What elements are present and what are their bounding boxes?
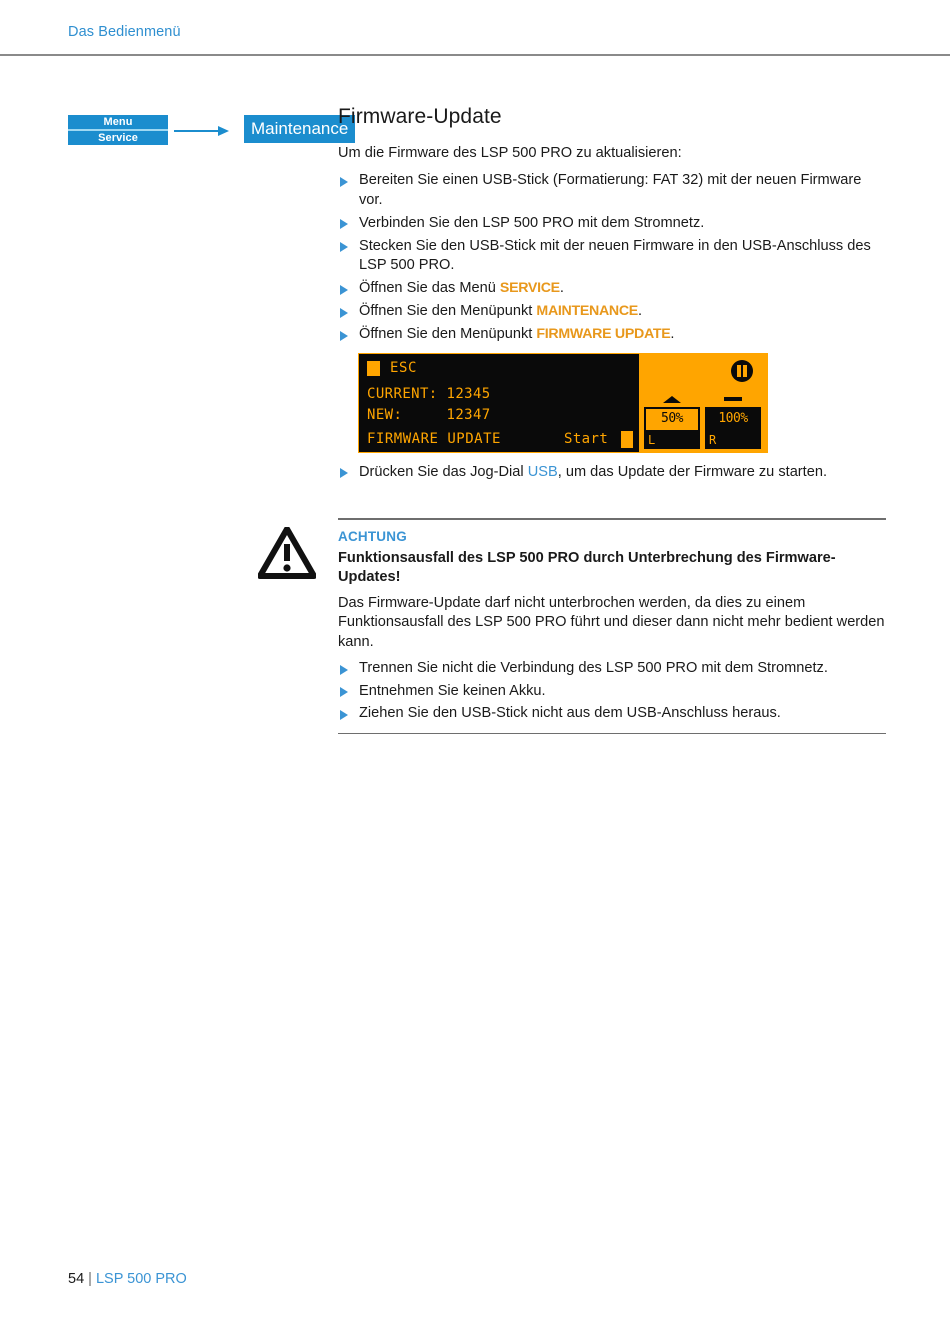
warning-triangle-icon bbox=[258, 527, 316, 579]
menu-path-graphic bbox=[68, 113, 349, 147]
device-screen-illustration bbox=[358, 353, 768, 453]
device-new-label: NEW: bbox=[367, 406, 403, 423]
step-text: Stecken Sie den USB-Stick mit der neuen Firmware in den USB-Anschluss des LSP 500 PRO. bbox=[359, 237, 871, 273]
step-text-suffix: . bbox=[559, 280, 564, 296]
warning-body bbox=[338, 518, 886, 734]
intro-text: Um die Firmware des LSP 500 PRO zu aktualisieren: bbox=[338, 145, 682, 161]
step-text-prefix: Öffnen Sie den Menüpunkt bbox=[359, 326, 537, 342]
device-current-label: CURRENT: bbox=[367, 385, 438, 402]
menu-reference-firmware-update: FIRMWARE UPDATE bbox=[536, 326, 671, 342]
chapter-title: Das Bedienmenü bbox=[68, 24, 181, 40]
list-item bbox=[338, 302, 886, 322]
procedure-step-list bbox=[338, 171, 886, 345]
dash-icon bbox=[705, 395, 761, 405]
nav-label-service: Service bbox=[98, 131, 138, 144]
page-number: 54 bbox=[68, 1271, 85, 1287]
level-value-left: 50% bbox=[661, 410, 683, 426]
footer-separator: | bbox=[88, 1271, 92, 1287]
device-start-action[interactable]: Start bbox=[564, 430, 609, 447]
list-item bbox=[338, 704, 886, 724]
warning-notice bbox=[258, 518, 886, 734]
step-text: Verbinden Sie den LSP 500 PRO mit dem Stromnetz. bbox=[359, 214, 705, 231]
bullet-triangle-icon bbox=[340, 177, 348, 187]
device-current-value: 12345 bbox=[446, 385, 491, 402]
bullet-triangle-icon bbox=[340, 331, 348, 341]
list-item bbox=[338, 682, 886, 702]
warning-headline: Funktionsausfall des LSP 500 PRO durch Unterbrechung des Firmware-Updates! bbox=[338, 549, 836, 585]
footer-product-name: LSP 500 PRO bbox=[95, 1271, 187, 1287]
device-current-version-row bbox=[367, 386, 491, 402]
device-menu-title: FIRMWARE UPDATE bbox=[367, 430, 501, 447]
step-text-prefix: Öffnen Sie das Menü bbox=[359, 280, 500, 296]
bullet-triangle-icon bbox=[340, 308, 348, 318]
step-text-suffix: . bbox=[637, 303, 643, 319]
page-title: Firmware-Update bbox=[338, 105, 502, 128]
nav-box-maintenance: Maintenance bbox=[244, 115, 355, 143]
main-content bbox=[338, 105, 886, 486]
final-step-list bbox=[338, 463, 886, 483]
nav-label-menu: Menu bbox=[103, 116, 133, 128]
list-item bbox=[338, 325, 886, 345]
step-text: Bereiten Sie einen USB-Stick (Formatierung: FAT 32) mit der neuen Firmware vor. bbox=[359, 172, 862, 208]
esc-marker-icon bbox=[367, 361, 380, 376]
list-item bbox=[338, 463, 886, 483]
device-new-version-row bbox=[367, 407, 491, 423]
list-item bbox=[338, 659, 886, 679]
warning-item-text: Entnehmen Sie keinen Akku. bbox=[359, 682, 546, 699]
step-text-suffix: . bbox=[670, 326, 675, 342]
arrow-right-icon bbox=[174, 126, 234, 136]
warning-label: ACHTUNG bbox=[338, 528, 407, 544]
warning-item-text: Trennen Sie nicht die Verbindung des LSP 500 PRO mit dem Stromnetz. bbox=[359, 660, 828, 676]
page-footer bbox=[68, 1271, 187, 1287]
warning-text: Das Firmware-Update darf nicht unterbrochen werden, da dies zu einem Funktionsausfall des LSP 500 PRO führt und dieser dann nicht mehr bedient werden kann. bbox=[338, 594, 885, 650]
device-cursor-marker bbox=[621, 431, 633, 448]
chevron-up-icon bbox=[644, 395, 700, 405]
warning-item-text: Ziehen Sie den USB-Stick nicht aus dem USB-Anschluss heraus. bbox=[359, 705, 781, 721]
nav-box-menu-service bbox=[68, 115, 168, 145]
pause-icon bbox=[731, 360, 753, 382]
step-text-prefix: Öffnen Sie den Menüpunkt bbox=[359, 303, 537, 319]
level-meter-right bbox=[705, 407, 761, 449]
warning-divider-bottom bbox=[338, 733, 886, 735]
list-item bbox=[338, 171, 886, 210]
list-item bbox=[338, 279, 886, 299]
menu-reference-maintenance: MAINTENANCE bbox=[536, 303, 638, 319]
warning-item-list bbox=[338, 659, 886, 724]
final-step-suffix: , um das Update der Firmware zu starten. bbox=[557, 463, 828, 480]
page-header bbox=[0, 0, 950, 56]
list-item bbox=[338, 237, 886, 276]
level-meter-left bbox=[644, 407, 700, 449]
bullet-triangle-icon bbox=[340, 665, 348, 675]
bullet-triangle-icon bbox=[340, 219, 348, 229]
bullet-triangle-icon bbox=[340, 710, 348, 720]
list-item bbox=[338, 214, 886, 234]
channel-label-left: L bbox=[648, 432, 656, 447]
menu-reference-service: SERVICE bbox=[499, 280, 560, 296]
bullet-triangle-icon bbox=[340, 687, 348, 697]
bullet-triangle-icon bbox=[340, 242, 348, 252]
device-screen-level-panel bbox=[639, 354, 767, 452]
level-value-right: 100% bbox=[718, 410, 748, 426]
bullet-triangle-icon bbox=[340, 285, 348, 295]
channel-label-right: R bbox=[709, 432, 717, 447]
header-divider bbox=[0, 54, 950, 56]
device-screen-main-panel bbox=[359, 354, 640, 452]
final-step-prefix: Drücken Sie das Jog-Dial bbox=[359, 463, 528, 480]
device-esc-label: ESC bbox=[390, 359, 418, 376]
warning-divider-top bbox=[338, 518, 886, 520]
bullet-triangle-icon bbox=[340, 468, 348, 478]
usb-link[interactable]: USB bbox=[527, 463, 558, 480]
device-new-value: 12347 bbox=[446, 406, 491, 423]
